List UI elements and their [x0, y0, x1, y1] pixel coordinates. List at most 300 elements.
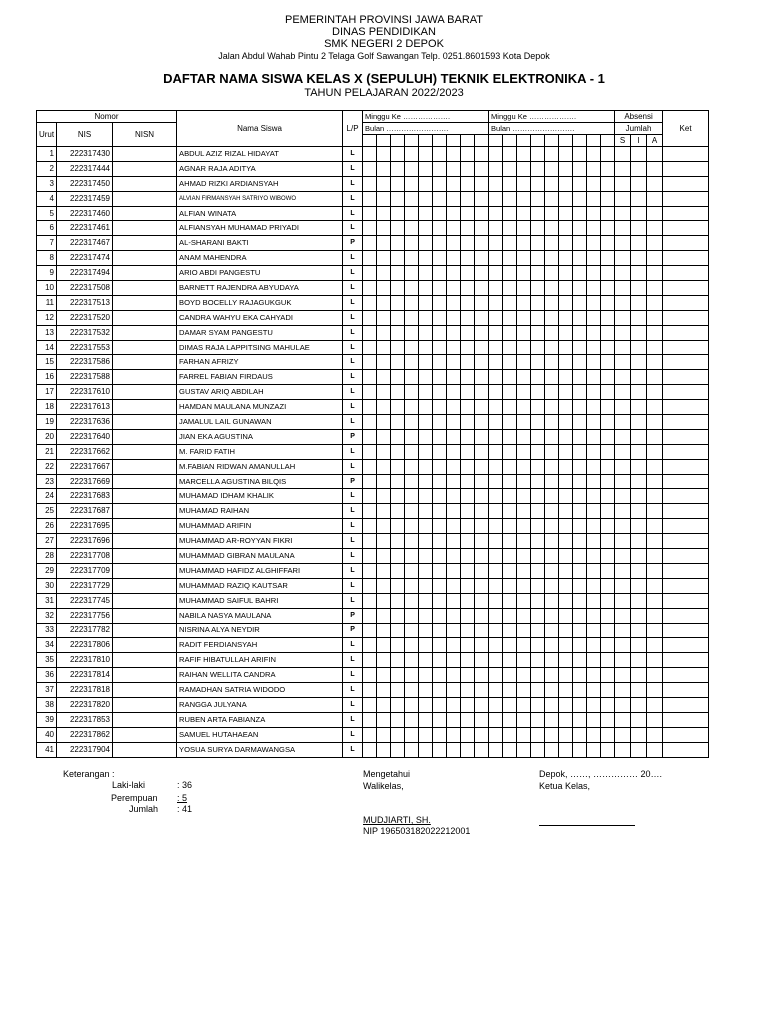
attendance-cell [517, 474, 531, 489]
attendance-cell [601, 489, 615, 504]
absensi-i-cell [631, 281, 647, 296]
attendance-cell [587, 221, 601, 236]
absensi-s-cell [615, 415, 631, 430]
attendance-cell [503, 385, 517, 400]
attendance-cell [573, 519, 587, 534]
jumlah-count: : 41 [177, 804, 193, 814]
student-gender: L [343, 697, 363, 712]
attendance-cell [545, 266, 559, 281]
attendance-cell [475, 623, 489, 638]
school-address: Jalan Abdul Wahab Pintu 2 Telaga Golf Sawangan Telp. 0251.8601593 Kota Depok [218, 51, 550, 61]
attendance-cell [517, 593, 531, 608]
attendance-cell [531, 385, 545, 400]
table-row [37, 340, 709, 355]
attendance-cell [377, 653, 391, 668]
attendance-cell [419, 683, 433, 698]
attendance-cell [405, 578, 419, 593]
attendance-cell [503, 191, 517, 206]
attendance-cell [601, 206, 615, 221]
attendance-cell [573, 310, 587, 325]
attendance-cell [419, 295, 433, 310]
attendance-cell [447, 295, 461, 310]
attendance-cell [503, 549, 517, 564]
attendance-cell [447, 444, 461, 459]
attendance-cell [587, 251, 601, 266]
attendance-cell [601, 519, 615, 534]
attendance-cell [503, 266, 517, 281]
student-name: MUHAMMAD AR-ROYYAN FIKRI [177, 534, 343, 549]
attendance-cell [433, 176, 447, 191]
attendance-cell [489, 697, 503, 712]
attendance-cell [601, 683, 615, 698]
attendance-cell [517, 534, 531, 549]
attendance-cell [419, 519, 433, 534]
attendance-cell [377, 534, 391, 549]
student-gender: L [343, 325, 363, 340]
absensi-i-cell [631, 504, 647, 519]
attendance-cell [503, 608, 517, 623]
attendance-cell [559, 489, 573, 504]
student-nis: 222317820 [57, 697, 113, 712]
table-row [37, 593, 709, 608]
attendance-cell [461, 176, 475, 191]
attendance-cell [419, 161, 433, 176]
attendance-cell [461, 429, 475, 444]
attendance-cell [531, 504, 545, 519]
attendance-cell [475, 683, 489, 698]
attendance-cell [475, 504, 489, 519]
attendance-cell [601, 221, 615, 236]
student-gender: L [343, 251, 363, 266]
attendance-cell [517, 176, 531, 191]
attendance-cell [517, 385, 531, 400]
attendance-cell [391, 221, 405, 236]
attendance-cell [517, 310, 531, 325]
student-gender: L [343, 176, 363, 191]
ketua-signature-line [539, 825, 635, 826]
attendance-cell [391, 459, 405, 474]
attendance-cell [433, 519, 447, 534]
student-nisn [113, 444, 177, 459]
attendance-cell [503, 206, 517, 221]
attendance-cell [559, 578, 573, 593]
attendance-cell [475, 653, 489, 668]
ket-cell [663, 176, 709, 191]
attendance-cell [475, 534, 489, 549]
absensi-s-header: S [615, 135, 631, 147]
attendance-cell [433, 221, 447, 236]
attendance-cell [545, 668, 559, 683]
student-gender: L [343, 489, 363, 504]
academic-year: TAHUN PELAJARAN 2022/2023 [304, 87, 464, 99]
attendance-cell [489, 683, 503, 698]
attendance-cell [433, 191, 447, 206]
student-nisn [113, 325, 177, 340]
attendance-cell [503, 400, 517, 415]
row-number: 28 [37, 549, 57, 564]
attendance-cell [461, 578, 475, 593]
nisn-header: NISN [113, 123, 177, 147]
row-number: 22 [37, 459, 57, 474]
attendance-cell [601, 593, 615, 608]
attendance-cell [573, 355, 587, 370]
minggu2-header: Minggu Ke ………………. [489, 111, 615, 123]
student-nisn [113, 727, 177, 742]
attendance-cell [517, 608, 531, 623]
absensi-s-cell [615, 251, 631, 266]
attendance-cell [377, 161, 391, 176]
ket-cell [663, 712, 709, 727]
absensi-a-cell [647, 742, 663, 757]
attendance-cell [475, 668, 489, 683]
attendance-cell [489, 549, 503, 564]
ket-cell [663, 444, 709, 459]
attendance-cell [447, 608, 461, 623]
table-row [37, 489, 709, 504]
attendance-cell [391, 593, 405, 608]
student-name: NABILA NASYA MAULANA [177, 608, 343, 623]
absensi-a-cell [647, 191, 663, 206]
student-nisn [113, 608, 177, 623]
attendance-cell [559, 519, 573, 534]
row-number: 40 [37, 727, 57, 742]
nis-header: NIS [57, 123, 113, 147]
attendance-cell [433, 147, 447, 162]
attendance-cell [545, 206, 559, 221]
attendance-cell [461, 147, 475, 162]
student-nisn [113, 340, 177, 355]
attendance-cell [405, 742, 419, 757]
attendance-cell [377, 459, 391, 474]
attendance-cell [475, 281, 489, 296]
attendance-cell [475, 385, 489, 400]
student-name: M. FARID FATIH [177, 444, 343, 459]
absensi-i-cell [631, 593, 647, 608]
student-name: MUHAMMAD HAFIDZ ALGHIFFARI [177, 563, 343, 578]
attendance-cell [573, 534, 587, 549]
attendance-cell [363, 147, 377, 162]
attendance-cell [587, 519, 601, 534]
absensi-s-cell [615, 370, 631, 385]
student-nis: 222317782 [57, 623, 113, 638]
attendance-cell [405, 415, 419, 430]
ket-cell [663, 549, 709, 564]
attendance-cell [377, 608, 391, 623]
table-row [37, 191, 709, 206]
attendance-cell [531, 400, 545, 415]
attendance-cell [377, 697, 391, 712]
table-row [37, 504, 709, 519]
attendance-cell [405, 295, 419, 310]
attendance-cell [377, 251, 391, 266]
row-number: 4 [37, 191, 57, 206]
student-nis: 222317756 [57, 608, 113, 623]
attendance-cell [503, 504, 517, 519]
attendance-cell [461, 742, 475, 757]
attendance-cell [405, 474, 419, 489]
absensi-s-cell [615, 593, 631, 608]
student-nis: 222317745 [57, 593, 113, 608]
absensi-a-cell [647, 608, 663, 623]
attendance-cell [391, 504, 405, 519]
attendance-cell [419, 191, 433, 206]
attendance-cell [405, 489, 419, 504]
attendance-cell [489, 489, 503, 504]
table-row [37, 370, 709, 385]
attendance-cell [377, 578, 391, 593]
department-heading: DINAS PENDIDIKAN [332, 26, 436, 38]
attendance-cell [419, 712, 433, 727]
attendance-cell [559, 608, 573, 623]
attendance-cell [531, 549, 545, 564]
attendance-cell [447, 370, 461, 385]
absensi-header: Absensi [615, 111, 663, 123]
attendance-cell [363, 176, 377, 191]
absensi-s-cell [615, 147, 631, 162]
attendance-cell [559, 266, 573, 281]
ket-cell [663, 385, 709, 400]
attendance-header-cell [601, 135, 615, 147]
attendance-cell [531, 444, 545, 459]
attendance-cell [419, 489, 433, 504]
absensi-i-cell [631, 534, 647, 549]
attendance-cell [377, 295, 391, 310]
attendance-cell [405, 236, 419, 251]
ket-cell [663, 266, 709, 281]
attendance-cell [503, 578, 517, 593]
absensi-s-cell [615, 161, 631, 176]
attendance-cell [461, 355, 475, 370]
attendance-cell [587, 593, 601, 608]
attendance-cell [363, 161, 377, 176]
absensi-s-cell [615, 578, 631, 593]
student-name: DIMAS RAJA LAPPITSING MAHULAE [177, 340, 343, 355]
attendance-cell [377, 310, 391, 325]
jumlah-header: Jumlah [615, 123, 663, 135]
attendance-cell [517, 325, 531, 340]
attendance-cell [559, 712, 573, 727]
attendance-cell [573, 727, 587, 742]
attendance-cell [475, 370, 489, 385]
absensi-a-cell [647, 638, 663, 653]
attendance-cell [447, 266, 461, 281]
attendance-cell [405, 608, 419, 623]
attendance-cell [377, 385, 391, 400]
attendance-cell [531, 593, 545, 608]
attendance-cell [433, 281, 447, 296]
attendance-cell [601, 578, 615, 593]
student-nisn [113, 578, 177, 593]
attendance-cell [447, 221, 461, 236]
attendance-cell [419, 504, 433, 519]
student-name: ARIO ABDI PANGESTU [177, 266, 343, 281]
attendance-cell [545, 370, 559, 385]
attendance-cell [475, 712, 489, 727]
student-gender: L [343, 355, 363, 370]
attendance-cell [587, 489, 601, 504]
attendance-cell [503, 668, 517, 683]
attendance-cell [377, 519, 391, 534]
absensi-i-cell [631, 608, 647, 623]
attendance-cell [587, 281, 601, 296]
attendance-cell [559, 697, 573, 712]
attendance-cell [587, 340, 601, 355]
attendance-cell [447, 191, 461, 206]
attendance-header-cell [405, 135, 419, 147]
attendance-cell [517, 355, 531, 370]
attendance-cell [545, 176, 559, 191]
attendance-cell [391, 653, 405, 668]
attendance-cell [503, 459, 517, 474]
absensi-i-cell [631, 474, 647, 489]
attendance-cell [573, 147, 587, 162]
student-nisn [113, 429, 177, 444]
attendance-cell [559, 310, 573, 325]
attendance-header-cell [447, 135, 461, 147]
attendance-cell [559, 742, 573, 757]
student-nis: 222317461 [57, 221, 113, 236]
attendance-header-cell [573, 135, 587, 147]
attendance-cell [391, 474, 405, 489]
student-nis: 222317667 [57, 459, 113, 474]
attendance-cell [559, 593, 573, 608]
attendance-cell [433, 549, 447, 564]
attendance-cell [447, 281, 461, 296]
attendance-cell [391, 236, 405, 251]
attendance-cell [489, 370, 503, 385]
attendance-cell [545, 355, 559, 370]
attendance-cell [573, 653, 587, 668]
attendance-cell [573, 251, 587, 266]
attendance-cell [517, 191, 531, 206]
attendance-cell [587, 459, 601, 474]
attendance-cell [391, 563, 405, 578]
attendance-cell [377, 340, 391, 355]
row-number: 11 [37, 295, 57, 310]
attendance-cell [517, 251, 531, 266]
student-nis: 222317460 [57, 206, 113, 221]
absensi-s-cell [615, 295, 631, 310]
attendance-cell [531, 236, 545, 251]
table-row [37, 295, 709, 310]
attendance-cell [531, 206, 545, 221]
attendance-cell [363, 623, 377, 638]
student-name: YOSUA SURYA DARMAWANGSA [177, 742, 343, 757]
student-name: RUBEN ARTA FABIANZA [177, 712, 343, 727]
attendance-cell [405, 161, 419, 176]
attendance-cell [391, 147, 405, 162]
attendance-cell [559, 638, 573, 653]
attendance-cell [433, 474, 447, 489]
attendance-cell [559, 444, 573, 459]
student-nis: 222317494 [57, 266, 113, 281]
table-row [37, 712, 709, 727]
ket-cell [663, 370, 709, 385]
student-nisn [113, 236, 177, 251]
attendance-cell [377, 638, 391, 653]
absensi-s-cell [615, 266, 631, 281]
row-number: 5 [37, 206, 57, 221]
attendance-cell [545, 295, 559, 310]
attendance-cell [391, 325, 405, 340]
attendance-cell [475, 325, 489, 340]
attendance-cell [363, 206, 377, 221]
attendance-cell [545, 221, 559, 236]
student-gender: L [343, 563, 363, 578]
attendance-cell [391, 206, 405, 221]
attendance-cell [503, 325, 517, 340]
student-nisn [113, 593, 177, 608]
place-date: Depok, ……, …………… 20…. [539, 769, 663, 779]
table-row [37, 176, 709, 191]
student-name: BOYD BOCELLY RAJAGUKGUK [177, 295, 343, 310]
attendance-cell [587, 444, 601, 459]
student-nis: 222317613 [57, 400, 113, 415]
attendance-cell [601, 370, 615, 385]
keterangan-label: Keterangan : [63, 769, 115, 779]
attendance-cell [419, 236, 433, 251]
attendance-cell [489, 712, 503, 727]
urut-header: Urut [37, 123, 57, 147]
student-nisn [113, 161, 177, 176]
ket-cell [663, 295, 709, 310]
ket-cell [663, 236, 709, 251]
attendance-cell [405, 325, 419, 340]
attendance-cell [391, 534, 405, 549]
attendance-cell [517, 281, 531, 296]
row-number: 29 [37, 563, 57, 578]
attendance-cell [377, 489, 391, 504]
attendance-cell [377, 415, 391, 430]
row-number: 12 [37, 310, 57, 325]
attendance-cell [433, 668, 447, 683]
student-name: ABDUL AZIZ RIZAL HIDAYAT [177, 147, 343, 162]
attendance-cell [447, 385, 461, 400]
attendance-cell [587, 534, 601, 549]
row-number: 18 [37, 400, 57, 415]
attendance-cell [433, 206, 447, 221]
attendance-cell [489, 638, 503, 653]
attendance-cell [377, 221, 391, 236]
attendance-cell [601, 295, 615, 310]
absensi-a-cell [647, 355, 663, 370]
attendance-header-cell [517, 135, 531, 147]
attendance-header-cell [377, 135, 391, 147]
attendance-cell [503, 340, 517, 355]
attendance-cell [433, 310, 447, 325]
attendance-cell [377, 623, 391, 638]
attendance-cell [461, 400, 475, 415]
student-name: BARNETT RAJENDRA ABYUDAYA [177, 281, 343, 296]
attendance-cell [573, 191, 587, 206]
attendance-cell [433, 429, 447, 444]
student-gender: L [343, 400, 363, 415]
attendance-cell [391, 489, 405, 504]
attendance-cell [461, 236, 475, 251]
row-number: 13 [37, 325, 57, 340]
row-number: 30 [37, 578, 57, 593]
attendance-cell [419, 176, 433, 191]
attendance-cell [489, 400, 503, 415]
attendance-header-cell [363, 135, 377, 147]
attendance-cell [433, 593, 447, 608]
attendance-cell [517, 653, 531, 668]
attendance-header-cell [419, 135, 433, 147]
attendance-cell [531, 742, 545, 757]
attendance-cell [391, 683, 405, 698]
attendance-cell [405, 310, 419, 325]
absensi-s-cell [615, 221, 631, 236]
